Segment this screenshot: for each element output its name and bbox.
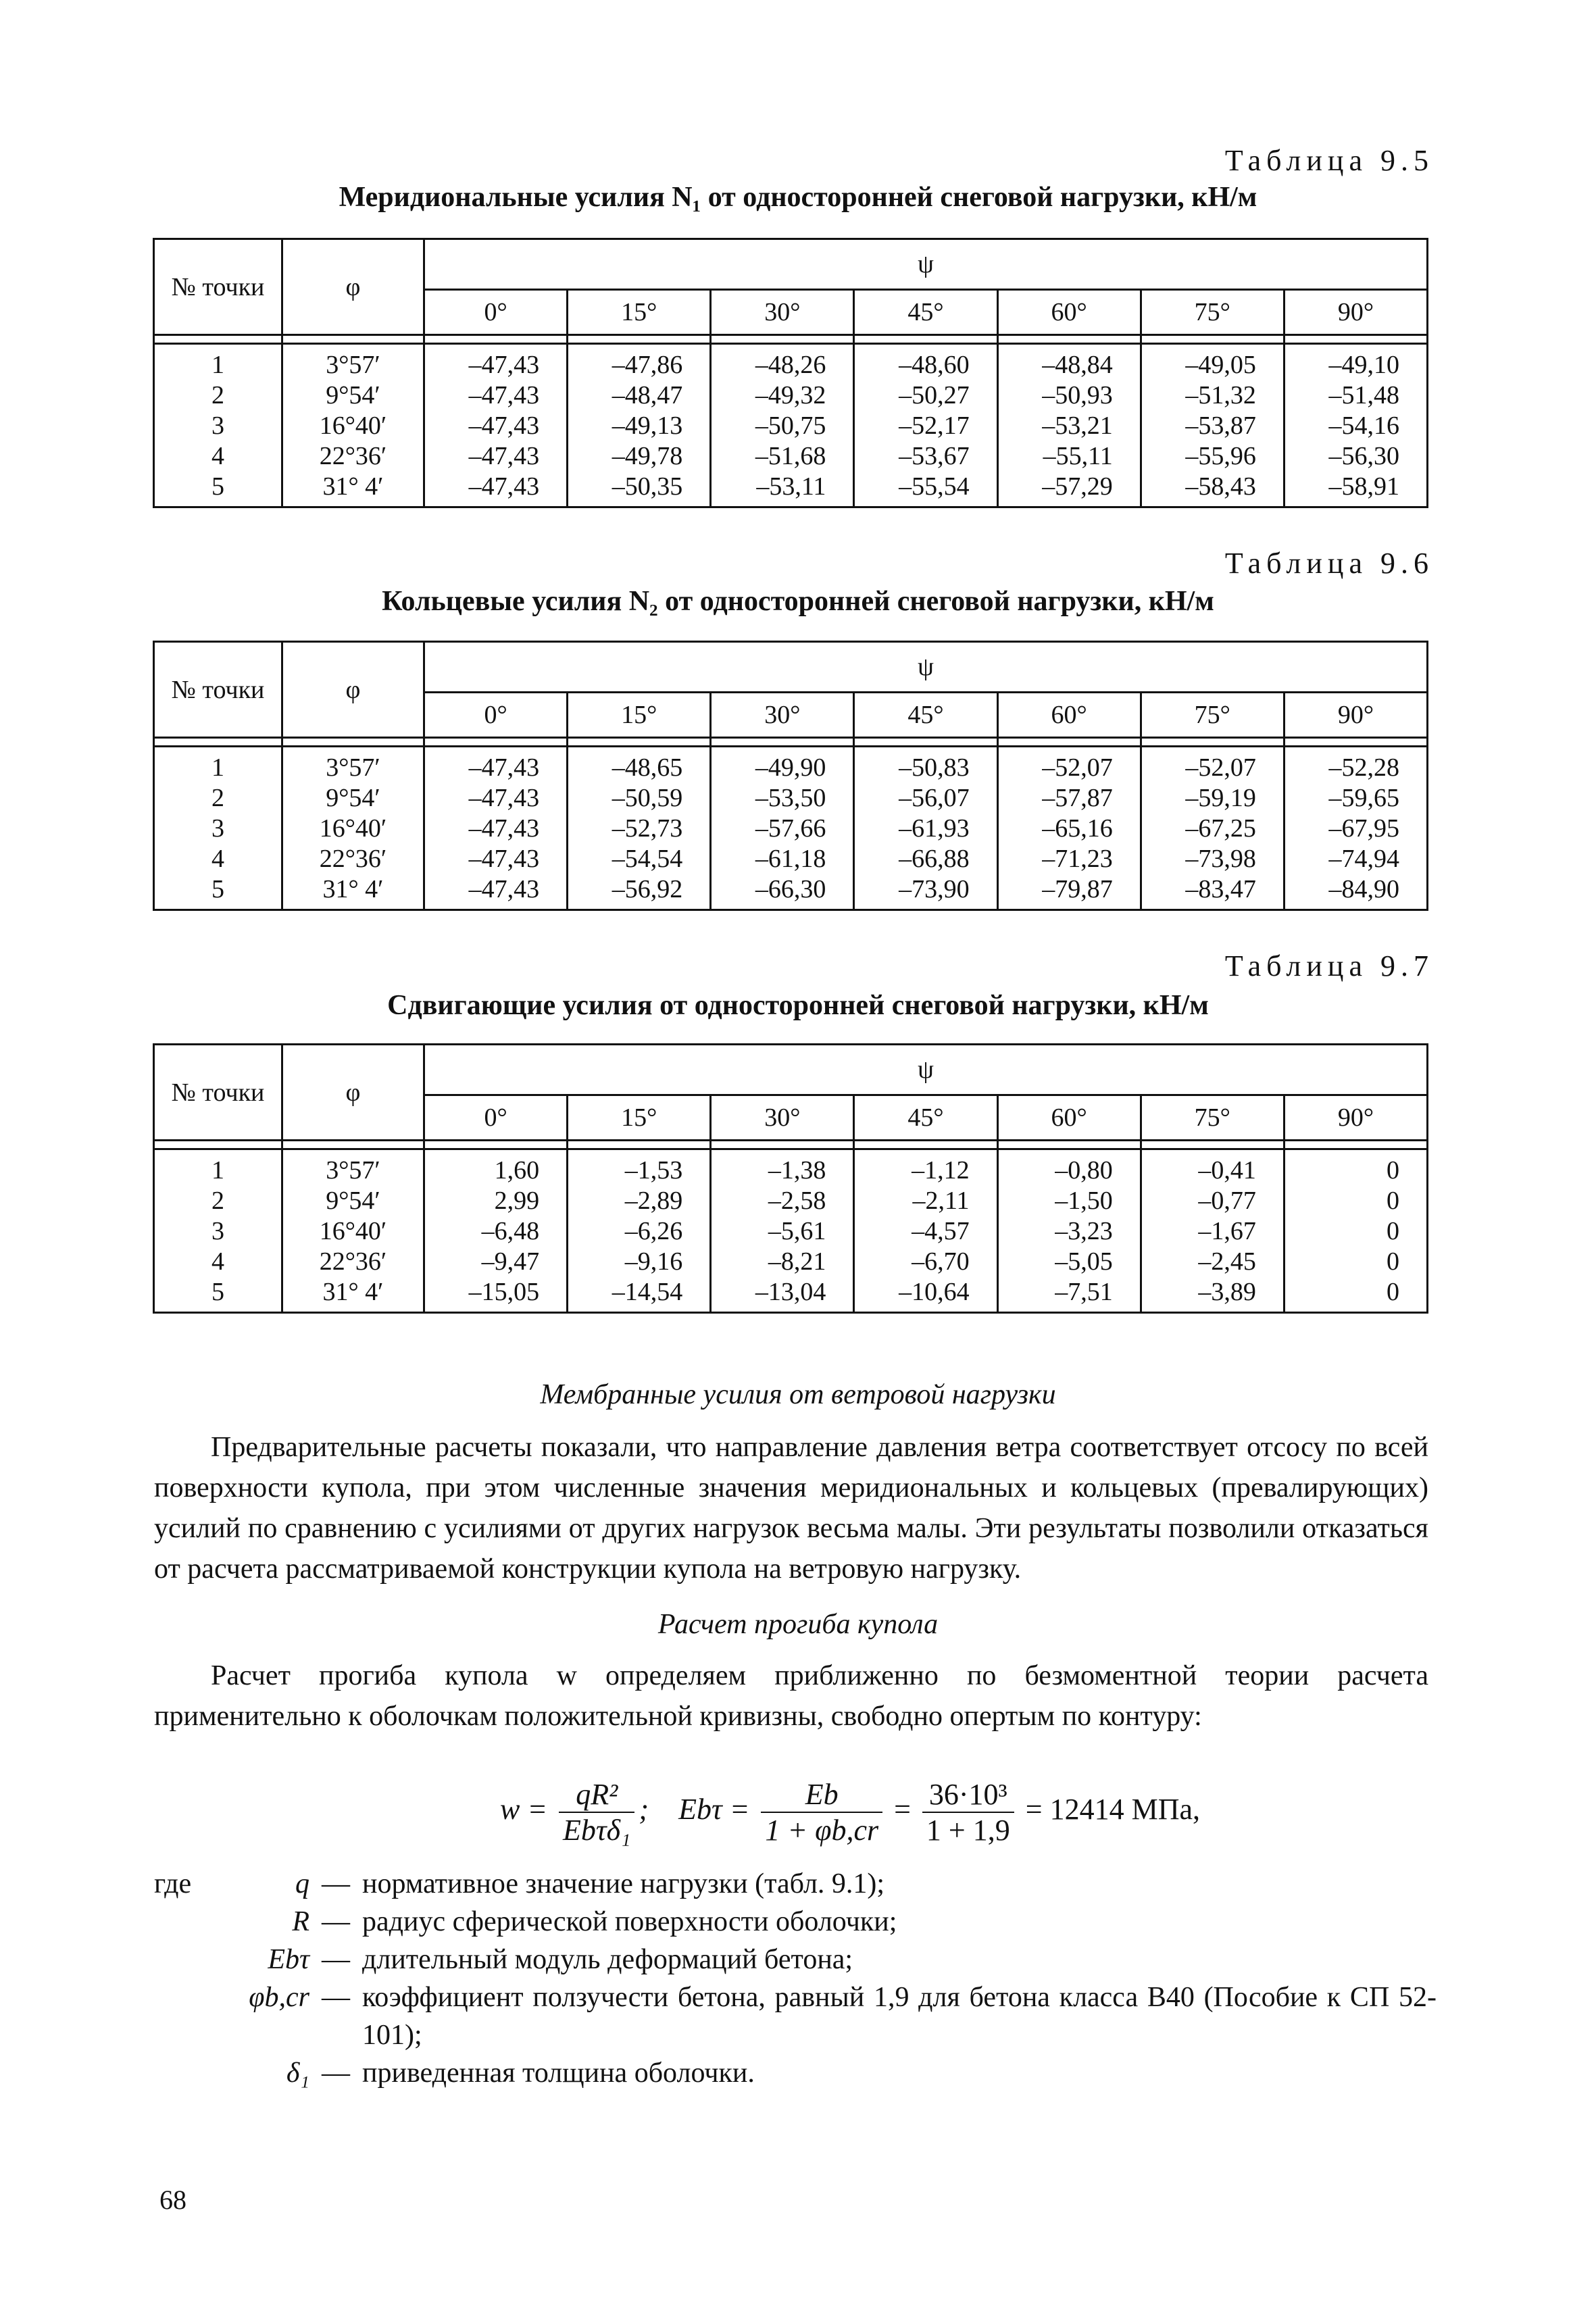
cell-value: –9,16 <box>568 1247 711 1277</box>
cell-value: –53,11 <box>711 472 854 507</box>
cell-value: –61,93 <box>854 814 997 844</box>
cell-value: –6,70 <box>854 1247 997 1277</box>
definition-dash: — <box>322 1944 350 1975</box>
cell-value: –84,90 <box>1284 874 1427 910</box>
table-row <box>154 874 1428 910</box>
cell-value: –52,17 <box>854 411 997 441</box>
header-angle: 90° <box>1284 1095 1427 1141</box>
header-angle: 75° <box>1141 693 1284 738</box>
cell-value: –53,50 <box>711 783 854 814</box>
header-angle: 45° <box>854 290 997 335</box>
cell-value: –4,57 <box>854 1216 997 1247</box>
cell-value: –61,18 <box>711 844 854 874</box>
cell-value: –66,30 <box>711 874 854 910</box>
cell-value: –56,07 <box>854 783 997 814</box>
cell-point: 1 <box>154 344 282 381</box>
cell-value: –50,59 <box>568 783 711 814</box>
header-phi: φ <box>282 239 424 335</box>
cell-point: 4 <box>154 844 282 874</box>
cell-value: –14,54 <box>568 1277 711 1313</box>
definition-row <box>154 1978 1437 2054</box>
wind-paragraph-text: Предварительные расчеты показали, что направление давления ветра соответствует отсосу по всей поверхности купола, при этом численные значения меридиональных и кольцевых (превалирующих) усилий по сравнению с усилиями от других нагрузок весьма малы. Эти результаты позволили отказаться от расчета рассматриваемой конструкции купола на ветровую нагрузку. <box>154 1432 1428 1585</box>
header-angle: 0° <box>424 1095 568 1141</box>
header-angle: 15° <box>568 693 711 738</box>
header-angle: 60° <box>997 290 1141 335</box>
cell-value: –50,75 <box>711 411 854 441</box>
formula-separator: ; <box>639 1793 649 1826</box>
cell-value: –47,43 <box>424 747 568 784</box>
cell-value: –48,84 <box>997 344 1141 381</box>
cell-value: –47,86 <box>568 344 711 381</box>
cell-value: –83,47 <box>1141 874 1284 910</box>
cell-value: –59,19 <box>1141 783 1284 814</box>
cell-value: –2,11 <box>854 1186 997 1216</box>
definition-symbol: Ebτ <box>268 1944 309 1975</box>
definition-symbol: q <box>295 1868 309 1899</box>
header-angle: 75° <box>1141 290 1284 335</box>
table-9-7 <box>153 1043 1428 1314</box>
definition-dash: — <box>322 1982 350 2013</box>
header-angle: 0° <box>424 693 568 738</box>
cell-value: –67,95 <box>1284 814 1427 844</box>
header-phi: φ <box>282 1045 424 1141</box>
header-angle: 30° <box>711 1095 854 1141</box>
definition-text: длительный модуль деформаций бетона; <box>362 1944 853 1975</box>
definition-dash: — <box>322 1906 350 1937</box>
formula-w-denominator: Ebτδ₁ <box>563 1814 631 1847</box>
wind-paragraph <box>154 1427 1428 1589</box>
formula-equals: = <box>894 1793 911 1826</box>
table-row <box>154 411 1428 441</box>
cell-value: –47,43 <box>424 380 568 411</box>
cell-value: –67,25 <box>1141 814 1284 844</box>
cell-point: 4 <box>154 441 282 472</box>
cell-value: –48,65 <box>568 747 711 784</box>
cell-phi: 16°40′ <box>282 1216 424 1247</box>
table-row <box>154 441 1428 472</box>
cell-value: –1,38 <box>711 1149 854 1187</box>
cell-phi: 9°54′ <box>282 783 424 814</box>
header-psi: ψ <box>424 642 1428 693</box>
cell-value: –8,21 <box>711 1247 854 1277</box>
header-psi: ψ <box>424 239 1428 290</box>
cell-value: 0 <box>1284 1186 1427 1216</box>
cell-value: –50,93 <box>997 380 1141 411</box>
cell-value: 1,60 <box>424 1149 568 1187</box>
cell-value: –57,87 <box>997 783 1141 814</box>
header-angle: 15° <box>568 1095 711 1141</box>
cell-value: –65,16 <box>997 814 1141 844</box>
cell-value: –6,26 <box>568 1216 711 1247</box>
table-9-5 <box>153 238 1428 508</box>
cell-value: –1,50 <box>997 1186 1141 1216</box>
cell-point: 1 <box>154 747 282 784</box>
formula-e-denominator: 1 + φb,cr <box>765 1814 879 1847</box>
cell-value: –53,67 <box>854 441 997 472</box>
deflection-paragraph-text: Расчет прогиба купола w определяем приближенно по безмоментной теории расчета применительно к оболочкам положительной кривизны, свободно опертым по контуру: <box>154 1660 1428 1732</box>
definition-row <box>154 1865 1437 1903</box>
cell-point: 2 <box>154 380 282 411</box>
cell-phi: 31° 4′ <box>282 1277 424 1313</box>
header-point: № точки <box>154 642 282 738</box>
deflection-paragraph <box>154 1656 1428 1737</box>
header-psi: ψ <box>424 1045 1428 1095</box>
table-9-6 <box>153 641 1428 911</box>
table-row <box>154 472 1428 507</box>
table-row <box>154 783 1428 814</box>
cell-value: –0,77 <box>1141 1186 1284 1216</box>
cell-value: –3,23 <box>997 1216 1141 1247</box>
formula-w-lhs: w = <box>500 1793 548 1826</box>
cell-phi: 9°54′ <box>282 1186 424 1216</box>
header-angle: 45° <box>854 1095 997 1141</box>
cell-value: –57,66 <box>711 814 854 844</box>
cell-value: 0 <box>1284 1149 1427 1187</box>
cell-value: –53,21 <box>997 411 1141 441</box>
cell-value: –55,11 <box>997 441 1141 472</box>
cell-phi: 22°36′ <box>282 441 424 472</box>
page-number: 68 <box>159 2185 186 2215</box>
cell-phi: 16°40′ <box>282 814 424 844</box>
cell-phi: 3°57′ <box>282 1149 424 1187</box>
cell-value: –47,43 <box>424 783 568 814</box>
cell-value: –1,67 <box>1141 1216 1284 1247</box>
definitions-list <box>154 1865 1437 2092</box>
table-9-5-label: Таблица 9.5 <box>1224 144 1434 177</box>
cell-phi: 9°54′ <box>282 380 424 411</box>
cell-value: –9,47 <box>424 1247 568 1277</box>
cell-value: –3,89 <box>1141 1277 1284 1313</box>
table-row <box>154 844 1428 874</box>
formula-value-denominator: 1 + 1,9 <box>926 1814 1010 1847</box>
cell-value: –0,80 <box>997 1149 1141 1187</box>
formula-w-numerator: qR² <box>559 1777 634 1813</box>
definition-dash: — <box>322 2058 350 2089</box>
cell-point: 2 <box>154 1186 282 1216</box>
cell-value: –10,64 <box>854 1277 997 1313</box>
cell-point: 4 <box>154 1247 282 1277</box>
cell-point: 3 <box>154 1216 282 1247</box>
definitions-where: где <box>154 1868 192 1899</box>
cell-value: –47,43 <box>424 441 568 472</box>
header-angle: 15° <box>568 290 711 335</box>
cell-value: –1,53 <box>568 1149 711 1187</box>
cell-value: –0,41 <box>1141 1149 1284 1187</box>
formula-e-fraction <box>761 1777 882 1847</box>
cell-value: –55,96 <box>1141 441 1284 472</box>
cell-value: –49,32 <box>711 380 854 411</box>
cell-value: –47,43 <box>424 411 568 441</box>
table-row <box>154 1216 1428 1247</box>
formula-value-numerator: 36·10³ <box>922 1777 1014 1813</box>
table-row <box>154 747 1428 784</box>
cell-value: –47,43 <box>424 814 568 844</box>
cell-value: –1,12 <box>854 1149 997 1187</box>
table-row <box>154 1247 1428 1277</box>
cell-phi: 22°36′ <box>282 844 424 874</box>
cell-value: –47,43 <box>424 344 568 381</box>
cell-point: 5 <box>154 874 282 910</box>
cell-value: –66,88 <box>854 844 997 874</box>
table-9-7-title: Сдвигающие усилия от односторонней снеговой нагрузки, кН/м <box>387 990 1209 1021</box>
cell-value: –59,65 <box>1284 783 1427 814</box>
formula-w-fraction <box>559 1777 634 1847</box>
cell-value: –50,27 <box>854 380 997 411</box>
cell-value: –56,92 <box>568 874 711 910</box>
cell-value: –49,13 <box>568 411 711 441</box>
header-angle: 45° <box>854 693 997 738</box>
cell-point: 5 <box>154 472 282 507</box>
cell-value: –49,05 <box>1141 344 1284 381</box>
table-row <box>154 1149 1428 1187</box>
header-phi: φ <box>282 642 424 738</box>
cell-value: –57,29 <box>997 472 1141 507</box>
header-angle: 30° <box>711 693 854 738</box>
cell-value: –47,43 <box>424 472 568 507</box>
table-9-5-title: Меридиональные усилия N₁ от односторонней снеговой нагрузки, кН/м <box>339 182 1257 213</box>
header-angle: 60° <box>997 1095 1141 1141</box>
cell-value: –52,28 <box>1284 747 1427 784</box>
table-9-6-label: Таблица 9.6 <box>1224 547 1434 580</box>
table-row <box>154 380 1428 411</box>
definition-symbol: R <box>292 1906 309 1937</box>
table-9-6-title: Кольцевые усилия N₂ от односторонней снеговой нагрузки, кН/м <box>382 586 1214 617</box>
cell-point: 3 <box>154 411 282 441</box>
definition-row <box>154 1941 1437 1978</box>
cell-phi: 31° 4′ <box>282 874 424 910</box>
cell-value: –52,07 <box>1141 747 1284 784</box>
cell-value: –47,43 <box>424 874 568 910</box>
deflection-heading: Расчет прогиба купола <box>657 1609 939 1640</box>
cell-value: –13,04 <box>711 1277 854 1313</box>
cell-value: –49,90 <box>711 747 854 784</box>
cell-value: –56,30 <box>1284 441 1427 472</box>
header-angle: 30° <box>711 290 854 335</box>
header-angle: 0° <box>424 290 568 335</box>
cell-phi: 22°36′ <box>282 1247 424 1277</box>
cell-point: 3 <box>154 814 282 844</box>
definition-symbol: δ₁ <box>286 2058 309 2089</box>
cell-value: –5,05 <box>997 1247 1141 1277</box>
cell-value: –54,54 <box>568 844 711 874</box>
cell-value: –52,73 <box>568 814 711 844</box>
cell-value: –49,10 <box>1284 344 1427 381</box>
cell-value: –15,05 <box>424 1277 568 1313</box>
cell-value: –58,91 <box>1284 472 1427 507</box>
cell-value: –48,47 <box>568 380 711 411</box>
definition-row <box>154 2054 1437 2092</box>
cell-value: –47,43 <box>424 844 568 874</box>
cell-phi: 31° 4′ <box>282 472 424 507</box>
definition-symbol: φb,cr <box>249 1982 309 2013</box>
header-point: № точки <box>154 239 282 335</box>
cell-value: –50,83 <box>854 747 997 784</box>
cell-value: –48,26 <box>711 344 854 381</box>
cell-value: –51,32 <box>1141 380 1284 411</box>
cell-phi: 3°57′ <box>282 344 424 381</box>
cell-point: 1 <box>154 1149 282 1187</box>
cell-value: –48,60 <box>854 344 997 381</box>
definition-text: приведенная толщина оболочки. <box>362 2058 755 2089</box>
cell-value: –58,43 <box>1141 472 1284 507</box>
cell-value: –50,35 <box>568 472 711 507</box>
table-row <box>154 814 1428 844</box>
header-angle: 60° <box>997 693 1141 738</box>
formula-value-fraction <box>922 1777 1014 1847</box>
formula-e-lhs: Ebτ = <box>678 1793 750 1826</box>
cell-value: –49,78 <box>568 441 711 472</box>
definition-text: радиус сферической поверхности оболочки; <box>362 1906 897 1937</box>
header-point: № точки <box>154 1045 282 1141</box>
cell-value: –54,16 <box>1284 411 1427 441</box>
cell-value: –2,58 <box>711 1186 854 1216</box>
cell-value: –52,07 <box>997 747 1141 784</box>
definition-dash: — <box>322 1868 350 1899</box>
cell-value: –7,51 <box>997 1277 1141 1313</box>
definition-text: коэффициент ползучести бетона, равный 1,9 для бетона класса В40 (Пособие к СП 52-101); <box>362 1982 1437 2051</box>
cell-value: –51,48 <box>1284 380 1427 411</box>
definition-row <box>154 1903 1437 1941</box>
formula-e-numerator: Eb <box>761 1777 882 1813</box>
cell-value: –6,48 <box>424 1216 568 1247</box>
cell-value: 0 <box>1284 1216 1427 1247</box>
table-row <box>154 1277 1428 1313</box>
cell-value: –71,23 <box>997 844 1141 874</box>
cell-value: 0 <box>1284 1247 1427 1277</box>
cell-phi: 16°40′ <box>282 411 424 441</box>
cell-value: –73,98 <box>1141 844 1284 874</box>
cell-value: –2,45 <box>1141 1247 1284 1277</box>
table-row <box>154 1186 1428 1216</box>
cell-value: –2,89 <box>568 1186 711 1216</box>
cell-value: –5,61 <box>711 1216 854 1247</box>
cell-value: –55,54 <box>854 472 997 507</box>
header-angle: 90° <box>1284 693 1427 738</box>
cell-point: 2 <box>154 783 282 814</box>
wind-heading: Мембранные усилия от ветровой нагрузки <box>540 1379 1056 1410</box>
cell-value: –73,90 <box>854 874 997 910</box>
cell-value: 0 <box>1284 1277 1427 1313</box>
cell-value: 2,99 <box>424 1186 568 1216</box>
deflection-formula <box>500 1777 1200 1847</box>
cell-point: 5 <box>154 1277 282 1313</box>
cell-value: –51,68 <box>711 441 854 472</box>
cell-value: –79,87 <box>997 874 1141 910</box>
cell-value: –53,87 <box>1141 411 1284 441</box>
cell-phi: 3°57′ <box>282 747 424 784</box>
cell-value: –74,94 <box>1284 844 1427 874</box>
formula-result: = 12414 МПа, <box>1025 1793 1200 1826</box>
table-9-7-label: Таблица 9.7 <box>1224 949 1434 982</box>
header-angle: 75° <box>1141 1095 1284 1141</box>
header-angle: 90° <box>1284 290 1427 335</box>
definition-text: нормативное значение нагрузки (табл. 9.1); <box>362 1868 885 1899</box>
table-row <box>154 344 1428 381</box>
